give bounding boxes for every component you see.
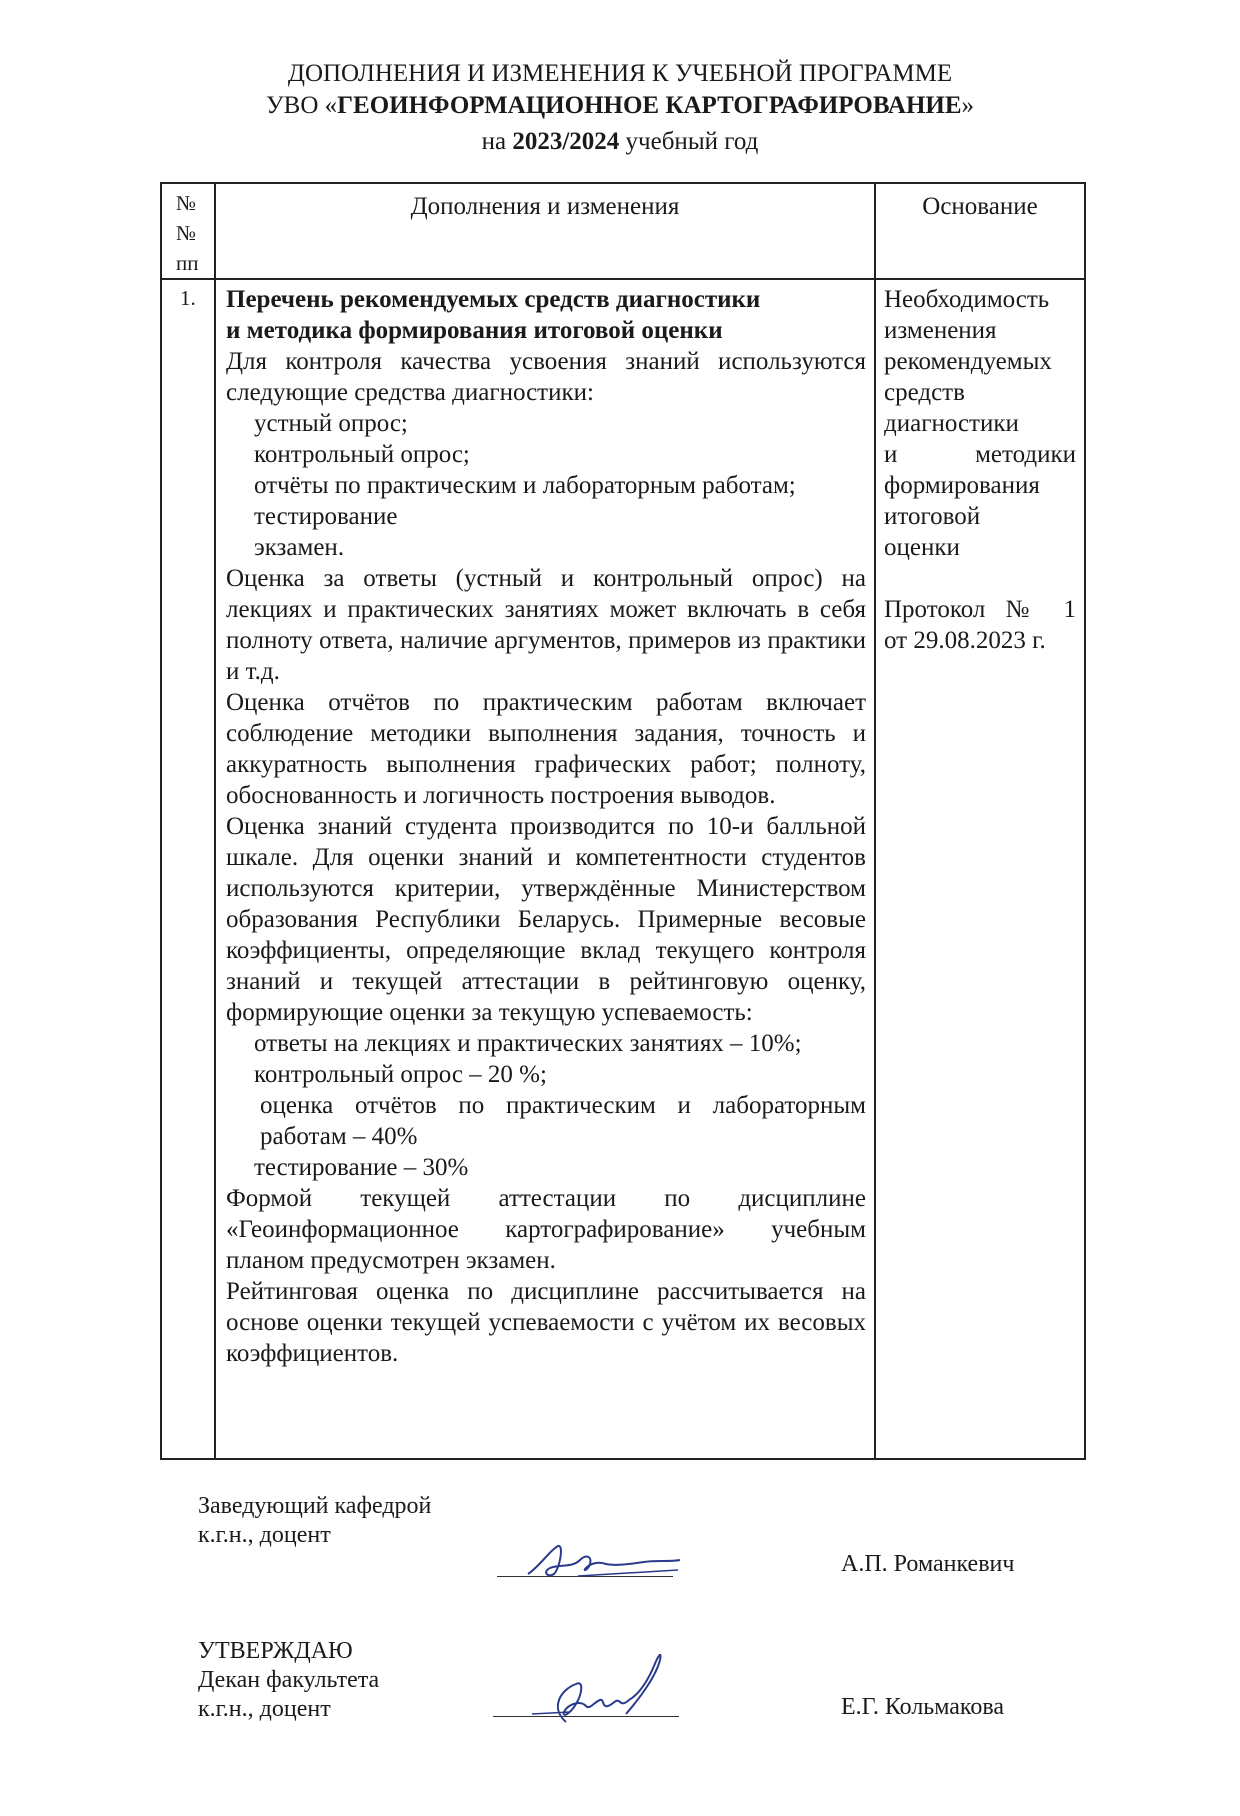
scale-paragraph: Оценка знаний студента производится по 10-и балльной шкале. Для оценки знаний и компетентности студентов используются критерии, утверждённые Министерством образования Республики Беларусь. Примерные весовые коэффициенты, определяющие вклад текущего контроля знаний и текущей аттестации в рейтинговую оценку, формирующие оценки за текущую успеваемость: <box>226 813 866 1026</box>
means-item-3: отчёты по практическим и лабораторным работам; <box>254 472 796 499</box>
answers-paragraph: Оценка за ответы (устный и контрольный опрос) на лекциях и практических занятиях может включать в себя полноту ответа, наличие аргументов, примеров из практики и т.д. <box>226 565 866 685</box>
document-title-line-1: ДОПОЛНЕНИЯ И ИЗМЕНЕНИЯ К УЧЕБНОЙ ПРОГРАММЕ <box>287 60 953 87</box>
weight-item-4: тестирование – 30% <box>254 1154 469 1181</box>
basis-line-7: формирования <box>884 472 1040 499</box>
form-paragraph: Формой текущей аттестации по дисциплине «Геоинформационное картографирование» учебным планом предусмотрен экзамен. <box>226 1185 866 1274</box>
means-item-4: тестирование <box>254 503 398 530</box>
basis-line-6: и методики <box>884 441 1076 468</box>
dean-approval-block <box>198 1637 379 1724</box>
reports-paragraph: Оценка отчётов по практическим работам включает соблюдение методики выполнения задания, точность и аккуратность выполнения графических работ; полноту, обоснованность и логичность построения выводов. <box>226 689 866 809</box>
dean-name: Е.Г. Кольмакова <box>841 1694 1005 1720</box>
changes-table <box>160 182 1086 1460</box>
head-signature-icon <box>520 1538 690 1584</box>
protocol-number: Протокол № 1 <box>884 596 1076 623</box>
head-degree: к.г.н., доцент <box>198 1522 331 1548</box>
head-title: Заведующий кафедрой <box>198 1493 432 1519</box>
dean-title: Декан факультета <box>198 1667 380 1693</box>
weight-item-2: контрольный опрос – 20 %; <box>254 1061 547 1088</box>
academic-year-line <box>0 126 1240 158</box>
basis-line-2: изменения <box>884 317 997 344</box>
table-header-row <box>161 183 1085 279</box>
approve-label: УТВЕРЖДАЮ <box>198 1638 353 1664</box>
dean-signature-icon <box>520 1642 690 1734</box>
section-title-1: Перечень рекомендуемых средств диагностики <box>226 286 761 313</box>
basis-line-5: диагностики <box>884 410 1019 437</box>
basis-line-4: средств <box>884 379 965 406</box>
title-suffix: » <box>961 92 975 119</box>
section-title-2: и методика формирования итоговой оценки <box>226 317 723 344</box>
year-prefix: на <box>481 128 513 155</box>
head-of-department-block <box>198 1492 431 1550</box>
basis-line-8: итоговой <box>884 503 981 530</box>
header-number-pp: пп <box>176 251 199 275</box>
means-item-5: экзамен. <box>254 534 345 561</box>
header-number-sign-1: № <box>176 191 197 215</box>
course-name: ГЕОИНФОРМАЦИОННОЕ КАРТОГРАФИРОВАНИЕ <box>337 92 962 119</box>
document-title-line-2 <box>0 90 1240 122</box>
rating-paragraph: Рейтинговая оценка по дисциплине рассчитывается на основе оценки текущей успеваемости с учётом их весовых коэффициентов. <box>226 1278 866 1367</box>
weight-item-1: ответы на лекциях и практических занятиях – 10%; <box>254 1030 802 1057</box>
header-basis: Основание <box>875 183 1085 279</box>
means-item-2: контрольный опрос; <box>254 441 470 468</box>
means-item-1: устный опрос; <box>254 410 408 437</box>
protocol-date: от 29.08.2023 г. <box>884 627 1046 654</box>
dean-degree: к.г.н., доцент <box>198 1696 331 1722</box>
header-number <box>161 183 215 279</box>
header-number-sign-2: № <box>176 221 197 245</box>
row-changes-cell <box>215 279 875 1459</box>
title-prefix: УВО « <box>265 92 338 119</box>
year-suffix: учебный год <box>619 128 759 155</box>
row-basis-cell <box>875 279 1085 1459</box>
weight-item-3-text: оценка отчётов по практическим и лабораторным работам – 40% <box>260 1092 866 1150</box>
weight-item-3 <box>226 1090 866 1152</box>
row-index: 1. <box>161 279 215 1459</box>
basis-line-3: рекомендуемых <box>884 348 1052 375</box>
basis-line-1: Необходимость <box>884 286 1050 313</box>
basis-line-9: оценки <box>884 534 960 561</box>
header-changes: Дополнения и изменения <box>215 183 875 279</box>
head-name: А.П. Романкевич <box>841 1551 1015 1577</box>
intro-paragraph: Для контроля качества усвоения знаний используются следующие средства диагностики: <box>226 348 866 406</box>
table-row <box>161 279 1085 1459</box>
academic-year: 2023/2024 <box>512 128 620 155</box>
